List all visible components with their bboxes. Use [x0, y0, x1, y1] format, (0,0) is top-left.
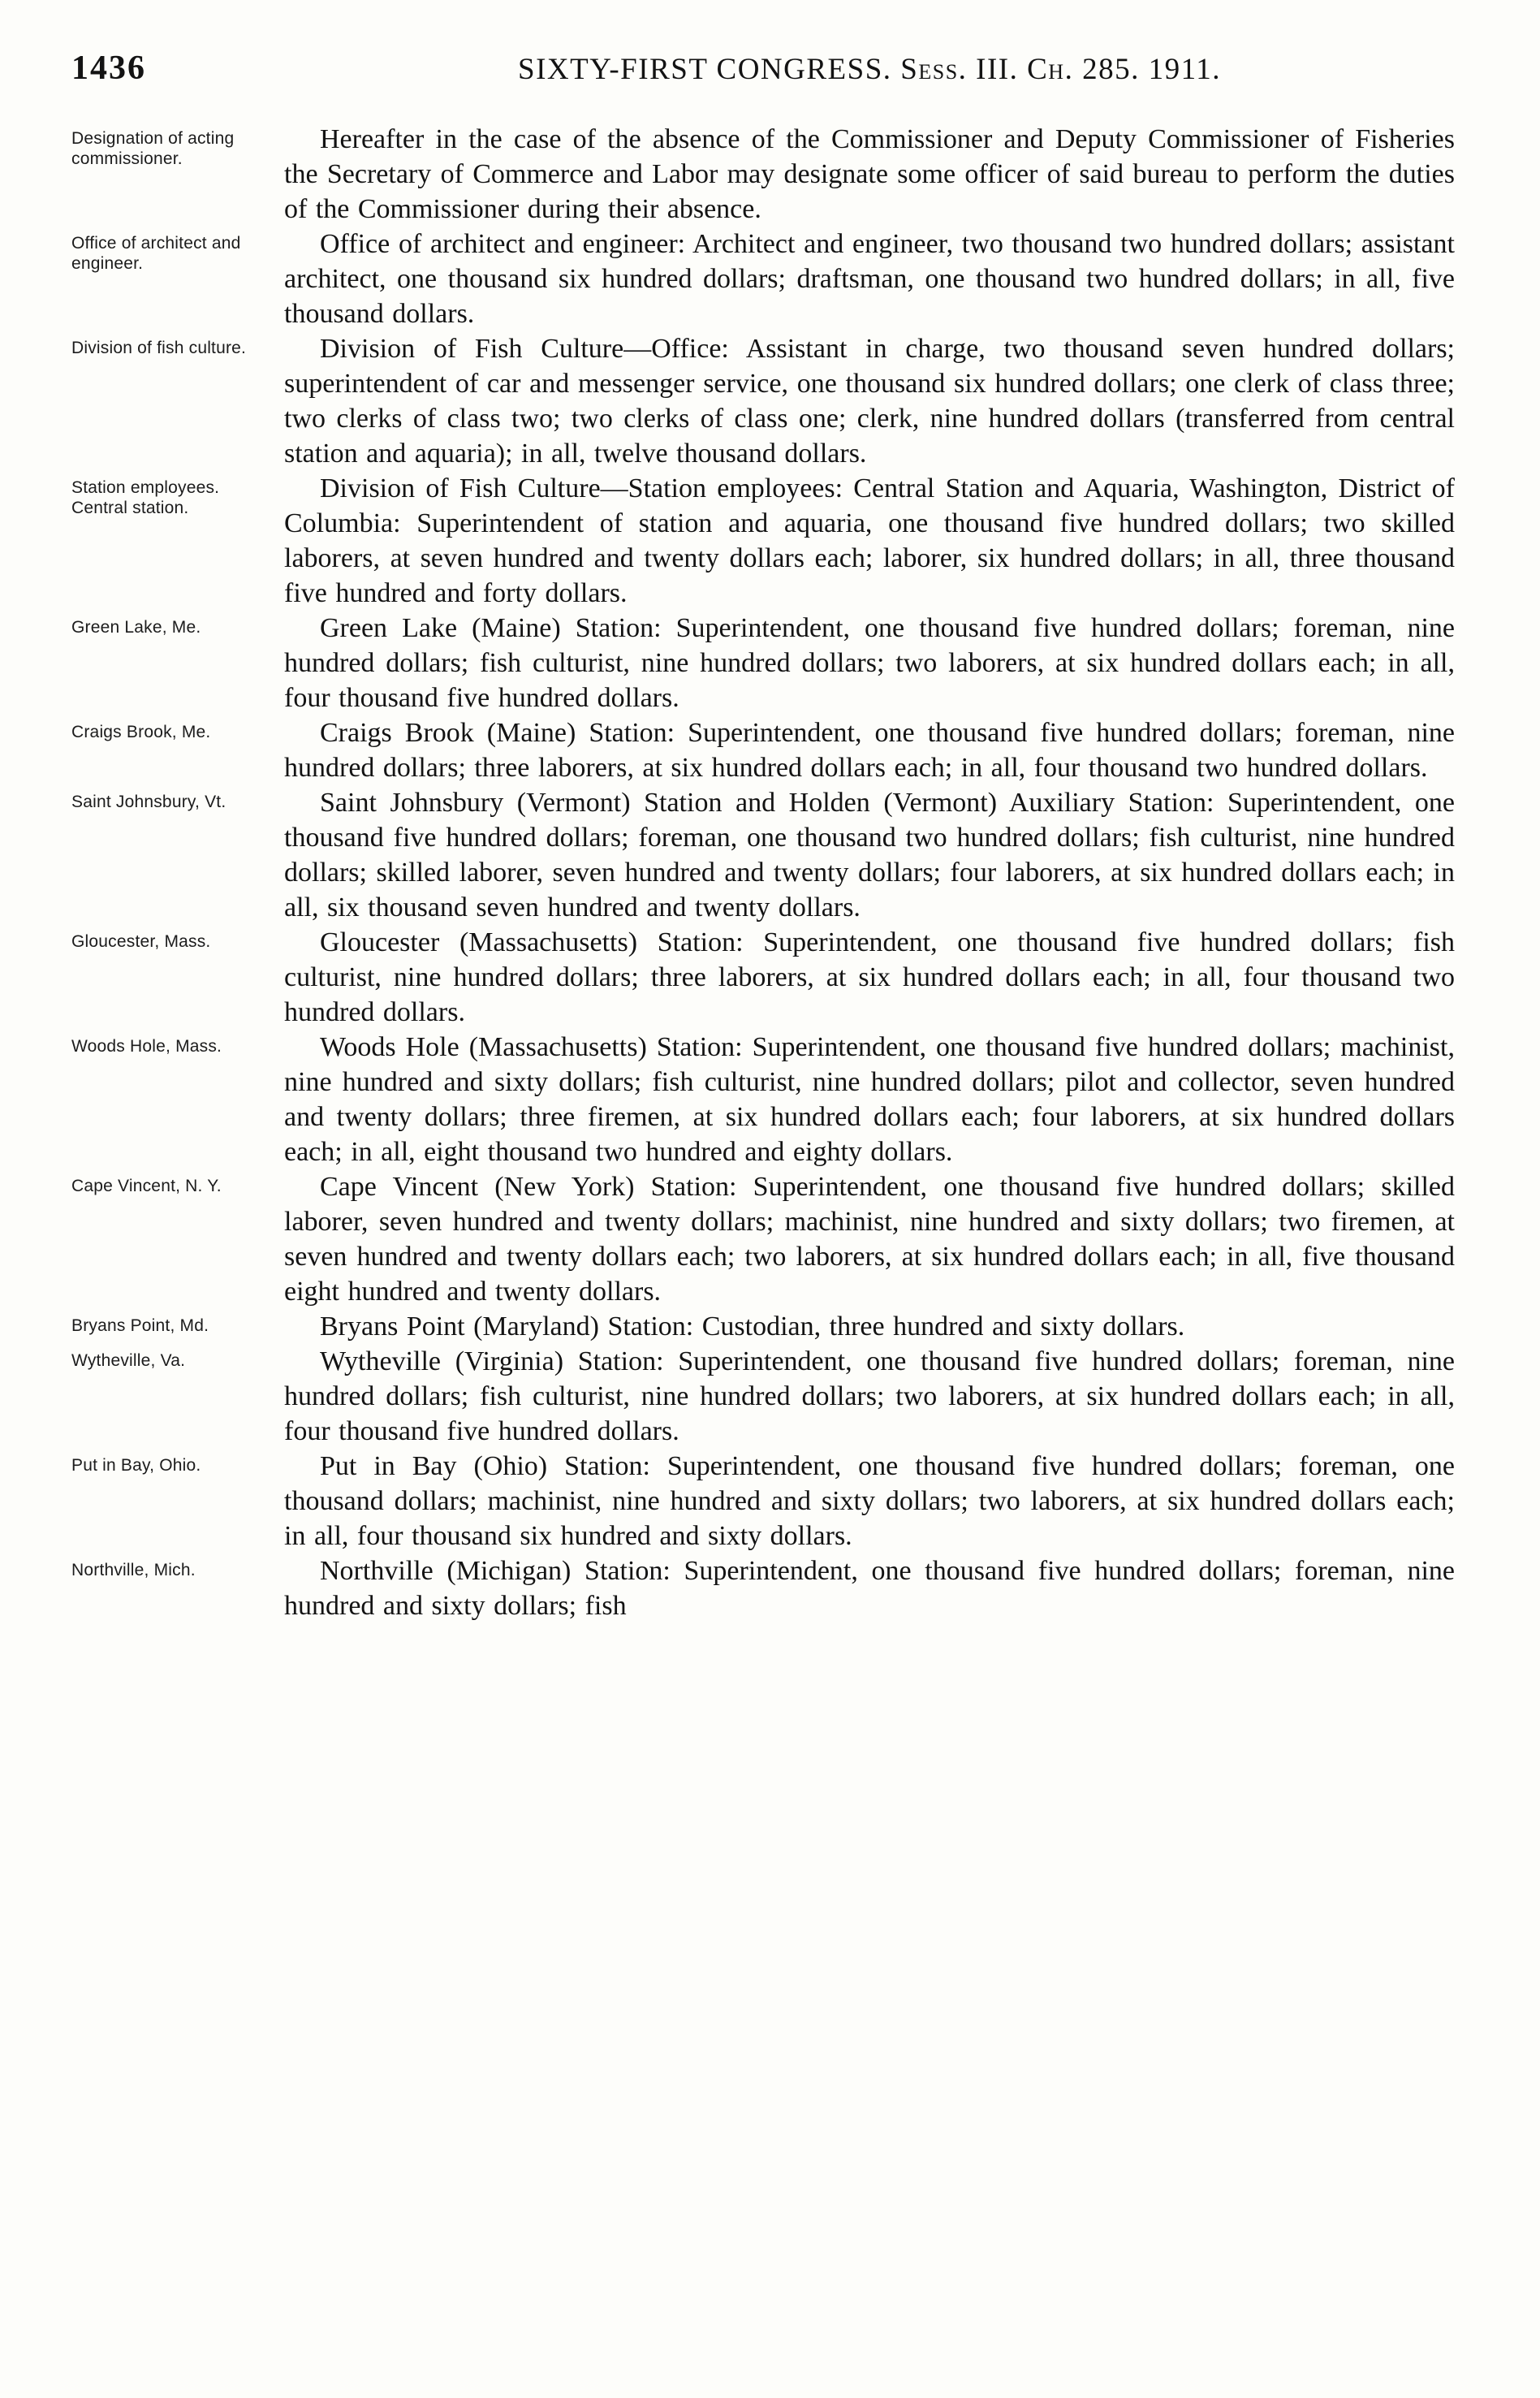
paragraph: Bryans Point (Maryland) Station: Custodian, three hundred and sixty dollars.: [320, 1311, 1185, 1342]
page-number: 1436: [71, 50, 146, 87]
paragraph: Saint Johnsbury (Vermont) Station and Holden (Vermont) Auxiliary Station: Superintendent, one thousand five hundred dollars; foreman, one thousand two hundred dollars; fish culturist, nine hundred dollars; skilled laborer, seven hundred and twenty dollars; four laborers, at six hundred dollars each; in all, six thousand seven hundred and twenty dollars.: [284, 788, 1455, 922]
section-put-in-bay-ohio: [71, 1449, 1455, 1553]
paragraph: Green Lake (Maine) Station: Superintendent, one thousand five hundred dollars; foreman, nine hundred dollars; fish culturist, nine hundred dollars; two laborers, at six hundred dollars each; in all, four thousand five hundred dollars.: [284, 613, 1455, 713]
margin-note: Division of fish culture.: [71, 339, 247, 357]
paragraph: Gloucester (Massachusetts) Station: Superintendent, one thousand five hundred dollars; fish culturist, nine hundred dollars; three laborers, at six hundred dollars each; in all, four thousand two hundred dollars.: [284, 927, 1455, 1027]
section-gloucester-mass: [71, 925, 1455, 1030]
margin-note: Station employees. Central station.: [71, 478, 220, 517]
paragraph: Woods Hole (Massachusetts) Station: Superintendent, one thousand five hundred dollars; machinist, nine hundred and sixty dollars; fish culturist, nine hundred dollars; pilot and collector, seven hundred and twenty dollars; three firemen, at six hundred dollars each; four laborers, at six hundred dollars each; in all, eight thousand two hundred and eighty dollars.: [284, 1032, 1455, 1167]
margin-note: Cape Vincent, N. Y.: [71, 1177, 222, 1195]
paragraph: Craigs Brook (Maine) Station: Superintendent, one thousand five hundred dollars; foreman, nine hundred dollars; three laborers, at six hundred dollars each; in all, four thousand two hundred dollars.: [284, 718, 1455, 783]
margin-note: Bryans Point, Md.: [71, 1316, 209, 1335]
section-woods-hole-mass: [71, 1030, 1455, 1169]
statute-sections: [71, 122, 1455, 1623]
margin-note: Craigs Brook, Me.: [71, 723, 211, 741]
section-wytheville-va: [71, 1344, 1455, 1449]
margin-note: Designation of acting commissioner.: [71, 129, 235, 168]
section-cape-vincent-ny: [71, 1169, 1455, 1309]
paragraph: Office of architect and engineer: Architect and engineer, two thousand two hundred dollars; assistant architect, one thousand six hundred dollars; draftsman, one thousand two hundred dollars; in all, five thousand dollars.: [284, 229, 1455, 329]
page-header: [71, 49, 1455, 88]
section-saint-johnsbury-vt: [71, 785, 1455, 925]
section-office-of-architect-and-engineer: [71, 227, 1455, 331]
margin-note: Northville, Mich.: [71, 1561, 196, 1579]
margin-note: Green Lake, Me.: [71, 618, 201, 637]
margin-note: Wytheville, Va.: [71, 1351, 186, 1370]
margin-note: Woods Hole, Mass.: [71, 1037, 222, 1056]
margin-note: Put in Bay, Ohio.: [71, 1456, 201, 1475]
section-bryans-point-md: [71, 1309, 1455, 1344]
paragraph: Cape Vincent (New York) Station: Superintendent, one thousand five hundred dollars; skilled laborer, seven hundred and twenty dollars; machinist, nine hundred and sixty dollars; two firemen, at seven hundred and twenty dollars each; two laborers, at six hundred dollars each; in all, five thousand eight hundred and twenty dollars.: [284, 1172, 1455, 1307]
section-northville-mich: [71, 1553, 1455, 1623]
section-green-lake-me: [71, 611, 1455, 715]
paragraph: Division of Fish Culture—Office: Assistant in charge, two thousand seven hundred dollars; superintendent of car and messenger service, one thousand six hundred dollars; one clerk of class three; two clerks of class two; two clerks of class one; clerk, nine hundred dollars (transferred from central station and aquaria); in all, twelve thousand dollars.: [284, 334, 1455, 469]
section-craigs-brook-me: [71, 715, 1455, 785]
margin-note: Saint Johnsbury, Vt.: [71, 793, 226, 811]
section-division-of-fish-culture: [71, 331, 1455, 471]
paragraph: Hereafter in the case of the absence of the Commissioner and Deputy Commissioner of Fisheries the Secretary of Commerce and Labor may designate some officer of said bureau to perform the duties of the Commissioner during their absence.: [284, 124, 1455, 224]
section-designation-of-acting-commissioner: [71, 122, 1455, 227]
section-station-employees-central-station: [71, 471, 1455, 611]
paragraph: Put in Bay (Ohio) Station: Superintendent, one thousand five hundred dollars; foreman, one thousand dollars; machinist, nine hundred and sixty dollars; two laborers, at six hundred dollars each; in all, four thousand six hundred and sixty dollars.: [284, 1451, 1455, 1551]
paragraph: Wytheville (Virginia) Station: Superintendent, one thousand five hundred dollars; foreman, nine hundred dollars; fish culturist, nine hundred dollars; two laborers, at six hundred dollars each; in all, four thousand five hundred dollars.: [284, 1346, 1455, 1446]
paragraph: Division of Fish Culture—Station employees: Central Station and Aquaria, Washington, District of Columbia: Superintendent of station and aquaria, one thousand five hundred dollars; two skilled laborers, at seven hundred and twenty dollars each; laborer, six hundred dollars; in all, three thousand five hundred and forty dollars.: [284, 473, 1455, 608]
margin-note: Gloucester, Mass.: [71, 932, 211, 951]
paragraph: Northville (Michigan) Station: Superintendent, one thousand five hundred dollars; foreman, nine hundred and sixty dollars; fish: [284, 1556, 1455, 1621]
margin-note: Office of architect and engineer.: [71, 234, 241, 273]
running-head: SIXTY-FIRST CONGRESS. Sess. III. Ch. 285. 1911.: [518, 53, 1221, 86]
